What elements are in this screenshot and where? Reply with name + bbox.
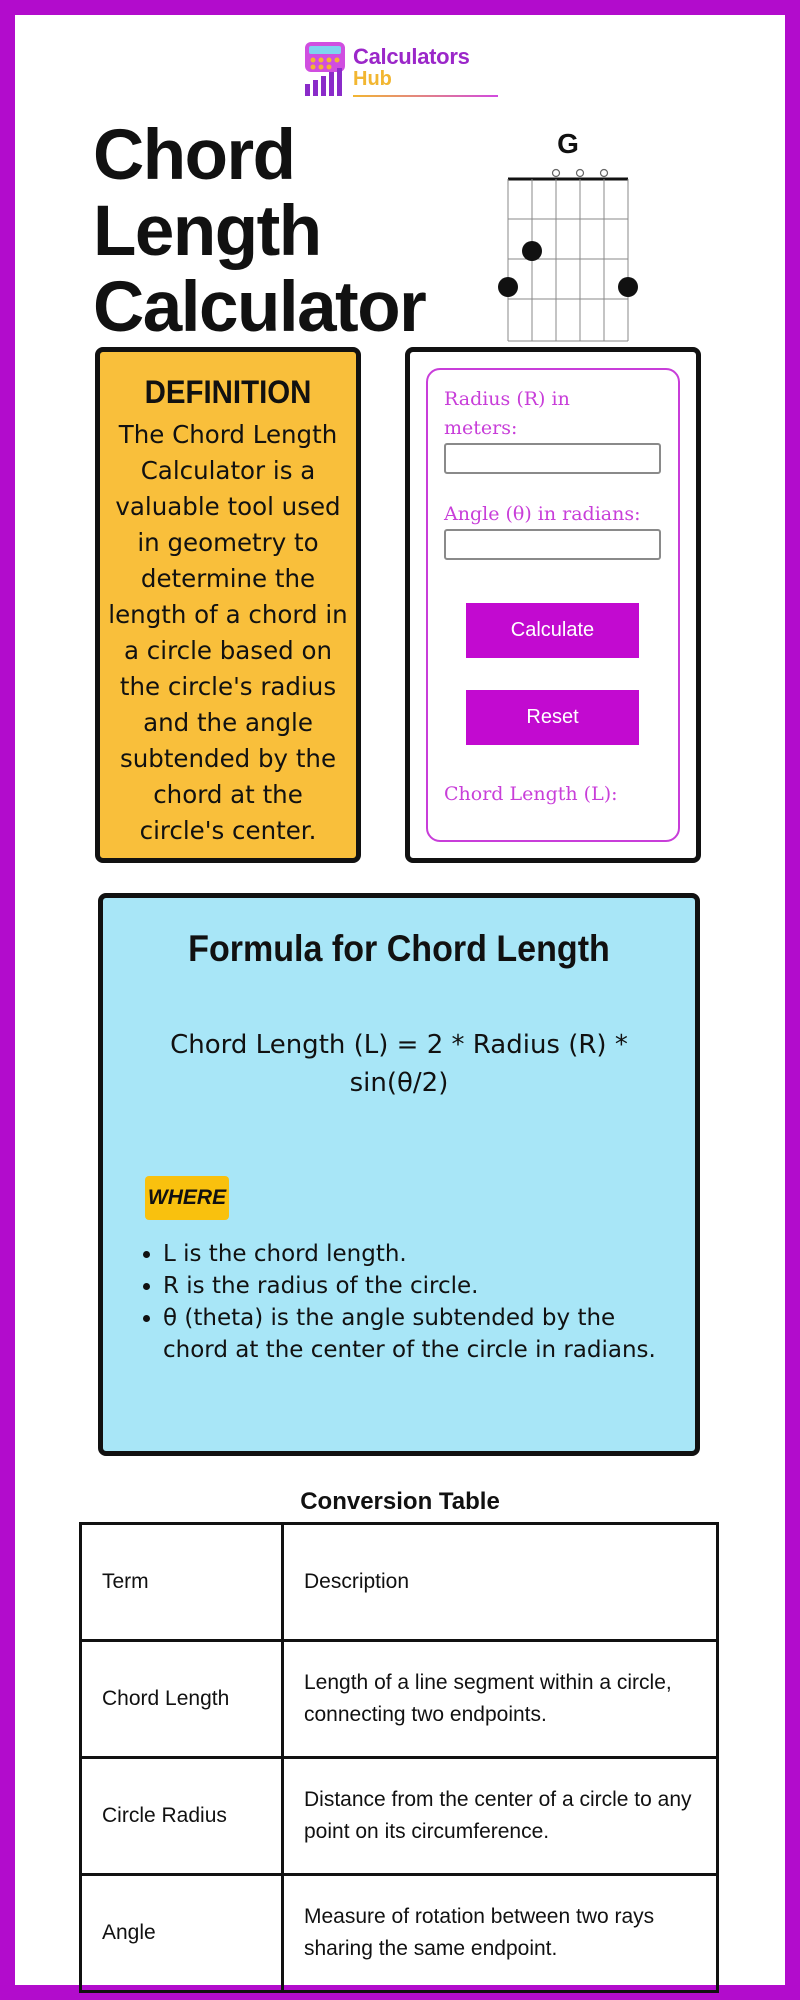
list-item: • L is the chord length. [163, 1238, 683, 1270]
calculator-card [405, 347, 701, 863]
definition-card [95, 347, 361, 863]
list-item: • θ (theta) is the angle subtended by the chord at the center of the circle in radians. [163, 1302, 683, 1366]
formula-heading: Formula for Chord Length [188, 928, 610, 969]
table-cell: Measure of rotation between two rays sharing the same endpoint. [283, 1875, 718, 1992]
table-cell: Term [81, 1524, 283, 1641]
calculator-logo-icon [303, 40, 347, 98]
where-badge: WHERE [145, 1176, 229, 1220]
conversion-table [79, 1522, 719, 1993]
table-cell: Chord Length [81, 1641, 283, 1758]
calculate-button[interactable]: Calculate [466, 603, 639, 658]
formula-card [98, 893, 700, 1456]
definition-heading: DEFINITION [144, 374, 312, 410]
table-row [81, 1758, 718, 1875]
brand-name-line1: Calculators [353, 44, 470, 69]
table-cell: Angle [81, 1875, 283, 1992]
list-item: • R is the radius of the circle. [163, 1270, 683, 1302]
table-cell: Length of a line segment within a circle, connecting two endpoints. [283, 1641, 718, 1758]
table-cell: Description [283, 1524, 718, 1641]
radius-label: Radius (R) in meters: [444, 388, 570, 439]
formula-equation: Chord Length (L) = 2 * Radius (R) * sin(θ/2) [170, 1030, 628, 1098]
result-label: Chord Length (L): [444, 783, 618, 805]
table-row [81, 1524, 718, 1641]
table-row [81, 1875, 718, 1992]
brand-name-line2: Hub [353, 68, 392, 90]
radius-input[interactable] [444, 443, 661, 474]
chord-name: G [557, 128, 579, 159]
conversion-table-title: Conversion Table [300, 1488, 500, 1515]
table-row [81, 1641, 718, 1758]
brand-logo[interactable] [303, 40, 503, 102]
table-cell: Distance from the center of a circle to any point on its circumference. [283, 1758, 718, 1875]
reset-button[interactable]: Reset [466, 690, 639, 745]
table-cell: Circle Radius [81, 1758, 283, 1875]
guitar-chord-diagram-icon [490, 123, 650, 353]
variable-list [163, 1238, 683, 1366]
angle-label: Angle (θ) in radians: [444, 503, 641, 525]
angle-input[interactable] [444, 529, 661, 560]
page-title: Chord Length Calculator [93, 116, 426, 347]
calculator-form [426, 368, 680, 842]
definition-text: The Chord Length Calculator is a valuable tool used in geometry to determine the length of a chord in a circle based on the circle's radius and the angle subtended by the chord at the circle's center. [108, 420, 348, 845]
brand-underline [353, 95, 498, 97]
chord-diagram-graphic [490, 123, 650, 353]
infographic-page [15, 15, 785, 1985]
